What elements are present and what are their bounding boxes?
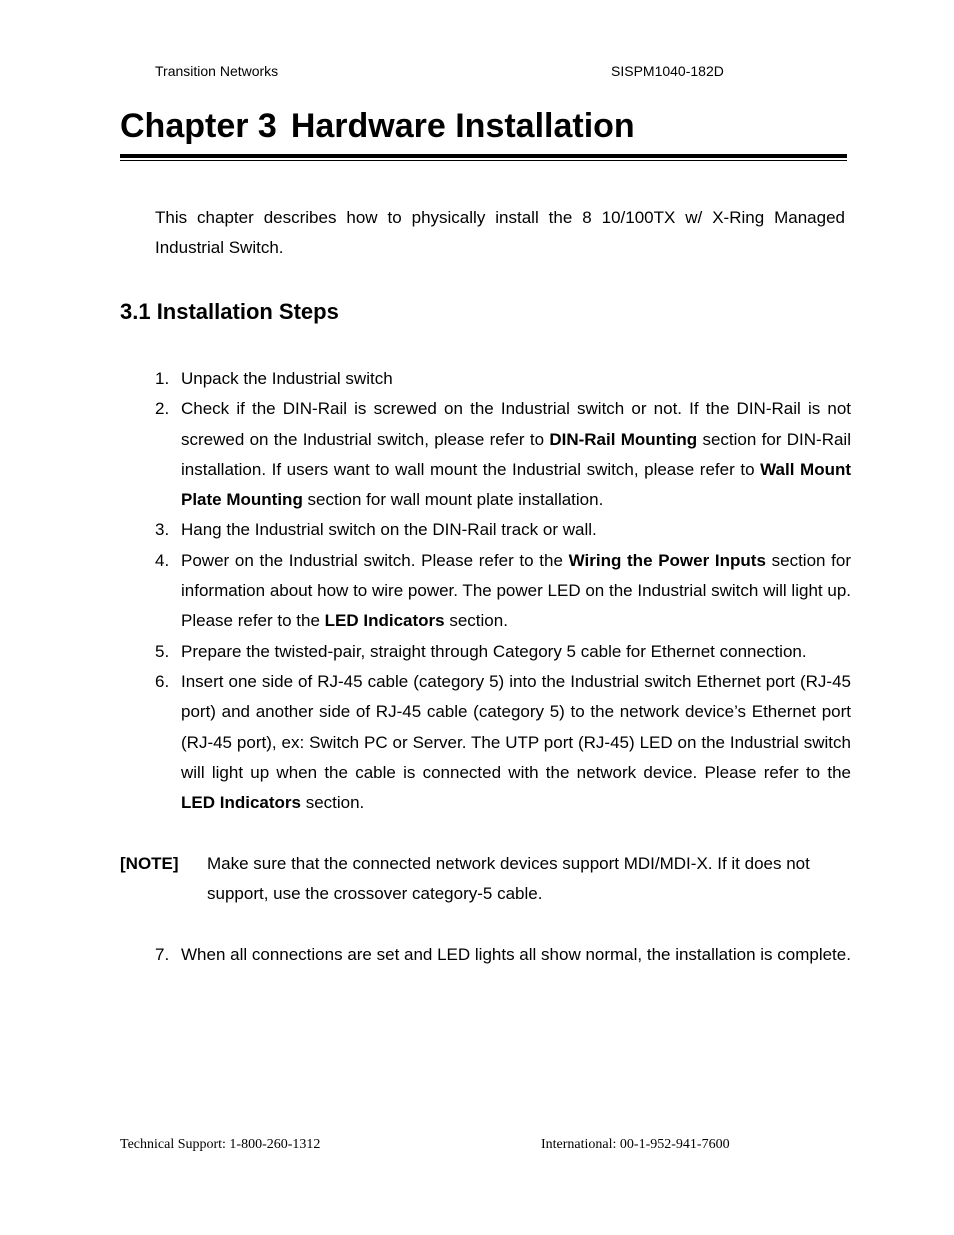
intro-paragraph: This chapter describes how to physically install the 8 10/100TX w/ X-Ring Managed Industrial Switch. xyxy=(155,208,845,257)
step-reference: DIN-Rail Mounting xyxy=(549,429,698,449)
step-text: When all connections are set and LED lights all show normal, the installation is complete. xyxy=(181,945,851,964)
note-text: Make sure that the connected network devices support MDI/MDI-X. If it does not support, use the crossover category-5 cable. xyxy=(207,854,810,903)
chapter-number: Chapter 3 xyxy=(120,107,277,145)
list-item xyxy=(155,546,851,637)
header-company: Transition Networks xyxy=(155,63,279,79)
footer-international: International: 00-1-952-941-7600 xyxy=(541,1137,730,1152)
step-text: Prepare the twisted-pair, straight through Category 5 cable for Ethernet connection. xyxy=(181,641,807,661)
title-rule-thin xyxy=(120,160,847,161)
step-reference: LED Indicators xyxy=(181,793,301,813)
list-item xyxy=(155,667,851,818)
note-label: [NOTE] xyxy=(120,854,179,873)
step-text: section. xyxy=(444,611,508,631)
step-reference: LED Indicators xyxy=(324,611,445,631)
list-item xyxy=(155,394,851,515)
list-item xyxy=(155,637,851,667)
step-text: section. xyxy=(300,793,365,813)
step-text: Hang the Industrial switch on the DIN-Rail track or wall. xyxy=(181,520,597,540)
step-text: Check if the DIN-Rail is screwed on the Industrial switch or not. If the DIN-Rail is not screwed on the Industrial switch, please refer to xyxy=(181,399,851,449)
step-text: section for information about how to wire power. The power LED on the Industrial switch will light up. Please refer to the xyxy=(181,550,852,631)
list-item xyxy=(155,515,851,545)
list-item xyxy=(155,940,851,970)
step-number: 2. xyxy=(155,399,170,419)
step-reference: Wiring the Power Inputs xyxy=(568,550,766,570)
chapter-name: Hardware Installation xyxy=(290,107,635,145)
header-doc-id: SISPM1040-182D xyxy=(611,63,724,79)
installation-steps-list xyxy=(155,364,851,818)
title-rule-thick xyxy=(120,154,847,158)
chapter-title xyxy=(120,104,635,148)
step-number: 1. xyxy=(155,369,170,388)
step-number: 6. xyxy=(155,671,170,691)
step-number: 3. xyxy=(155,520,170,540)
step-text: section for DIN-Rail installation. If users want to wall mount the Industrial switch, please refer to xyxy=(181,429,851,479)
list-item xyxy=(155,364,851,394)
step-text: Unpack the Industrial switch xyxy=(181,369,393,388)
step-number: 4. xyxy=(155,550,170,570)
step-text: Power on the Industrial switch. Please refer to the xyxy=(181,550,569,570)
step-text: section for wall mount plate installation. xyxy=(302,490,604,510)
final-step-list xyxy=(155,940,851,970)
footer-support: Technical Support: 1-800-260-1312 xyxy=(120,1137,321,1152)
step-reference: Wall Mount Plate Mounting xyxy=(181,459,852,510)
step-number: 7. xyxy=(155,945,170,964)
section-title: 3.1 Installation Steps xyxy=(120,299,339,324)
step-text: Insert one side of RJ-45 cable (category 5) into the Industrial switch Ethernet port (RJ-45 port) and another side of RJ-45 cable (category 5) to the network device’s Ethernet port (RJ-45 port), ex: Switch PC or Server. The UTP port (RJ-45) LED on the Industrial switch will light up when the cable is connected with the network device. Please refer to the xyxy=(181,671,851,782)
step-number: 5. xyxy=(155,641,170,661)
